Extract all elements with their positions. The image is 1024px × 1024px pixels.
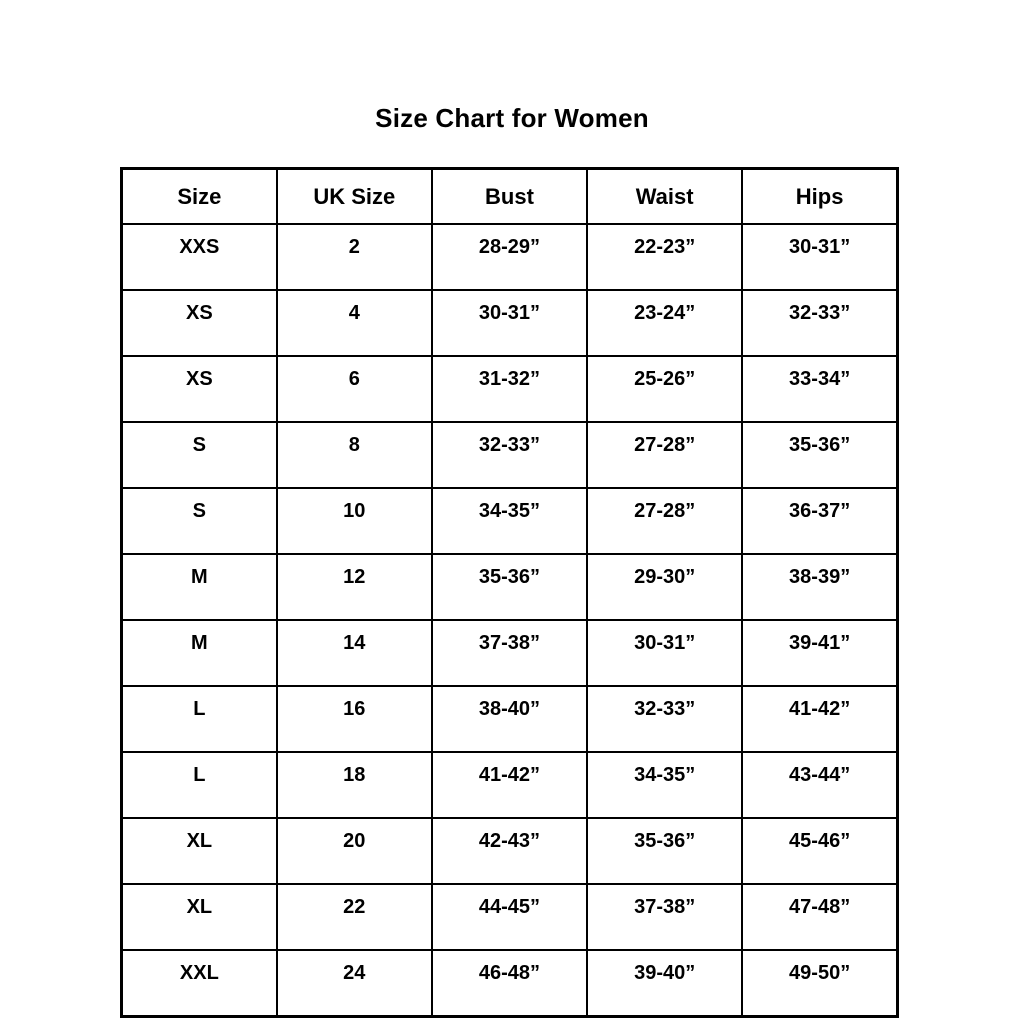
table-cell: XL <box>122 818 277 884</box>
table-cell: 12 <box>277 554 432 620</box>
table-cell: 4 <box>277 290 432 356</box>
table-row <box>122 488 898 554</box>
table-cell: 14 <box>277 620 432 686</box>
table-cell: XL <box>122 884 277 950</box>
table-cell: 37-38” <box>587 884 742 950</box>
table-cell: 30-31” <box>432 290 587 356</box>
table-cell: 27-28” <box>587 422 742 488</box>
table-cell: 29-30” <box>587 554 742 620</box>
table-cell: 33-34” <box>742 356 897 422</box>
table-cell: 16 <box>277 686 432 752</box>
table-cell: 39-41” <box>742 620 897 686</box>
column-header: Size <box>122 169 277 225</box>
table-cell: 22 <box>277 884 432 950</box>
table-cell: 31-32” <box>432 356 587 422</box>
table-cell: XS <box>122 356 277 422</box>
table-cell: 23-24” <box>587 290 742 356</box>
table-cell: M <box>122 554 277 620</box>
table-cell: 25-26” <box>587 356 742 422</box>
table-cell: 8 <box>277 422 432 488</box>
table-row <box>122 356 898 422</box>
table-cell: 34-35” <box>432 488 587 554</box>
table-cell: 10 <box>277 488 432 554</box>
table-cell: XXS <box>122 224 277 290</box>
table-cell: 42-43” <box>432 818 587 884</box>
table-cell: 45-46” <box>742 818 897 884</box>
table-cell: 22-23” <box>587 224 742 290</box>
table-cell: 43-44” <box>742 752 897 818</box>
table-row <box>122 884 898 950</box>
size-chart-body <box>122 224 898 1017</box>
table-cell: 20 <box>277 818 432 884</box>
table-cell: 38-39” <box>742 554 897 620</box>
table-cell: 32-33” <box>742 290 897 356</box>
table-cell: 28-29” <box>432 224 587 290</box>
table-cell: 34-35” <box>587 752 742 818</box>
column-header: Bust <box>432 169 587 225</box>
table-cell: 47-48” <box>742 884 897 950</box>
table-cell: 30-31” <box>742 224 897 290</box>
table-row <box>122 620 898 686</box>
table-cell: M <box>122 620 277 686</box>
table-cell: 30-31” <box>587 620 742 686</box>
table-cell: 24 <box>277 950 432 1017</box>
table-cell: 6 <box>277 356 432 422</box>
table-row <box>122 224 898 290</box>
table-cell: XXL <box>122 950 277 1017</box>
table-cell: 44-45” <box>432 884 587 950</box>
table-row <box>122 950 898 1017</box>
table-cell: S <box>122 422 277 488</box>
table-cell: XS <box>122 290 277 356</box>
table-row <box>122 752 898 818</box>
table-row <box>122 686 898 752</box>
table-cell: 46-48” <box>432 950 587 1017</box>
size-chart-header <box>122 169 898 225</box>
column-header: UK Size <box>277 169 432 225</box>
table-row <box>122 818 898 884</box>
table-cell: 35-36” <box>432 554 587 620</box>
table-cell: 27-28” <box>587 488 742 554</box>
table-cell: 49-50” <box>742 950 897 1017</box>
table-cell: 35-36” <box>587 818 742 884</box>
table-cell: L <box>122 686 277 752</box>
page-title: Size Chart for Women <box>375 103 649 133</box>
table-cell: 36-37” <box>742 488 897 554</box>
table-row <box>122 422 898 488</box>
column-header: Hips <box>742 169 897 225</box>
table-cell: 2 <box>277 224 432 290</box>
column-header: Waist <box>587 169 742 225</box>
table-cell: 35-36” <box>742 422 897 488</box>
table-cell: 38-40” <box>432 686 587 752</box>
table-cell: 41-42” <box>742 686 897 752</box>
table-cell: 32-33” <box>587 686 742 752</box>
table-row <box>122 290 898 356</box>
table-cell: S <box>122 488 277 554</box>
table-cell: 41-42” <box>432 752 587 818</box>
table-row <box>122 554 898 620</box>
table-cell: 18 <box>277 752 432 818</box>
table-cell: 37-38” <box>432 620 587 686</box>
header-row <box>122 169 898 225</box>
table-cell: 32-33” <box>432 422 587 488</box>
table-cell: 39-40” <box>587 950 742 1017</box>
table-cell: L <box>122 752 277 818</box>
size-chart-table <box>120 167 899 1018</box>
